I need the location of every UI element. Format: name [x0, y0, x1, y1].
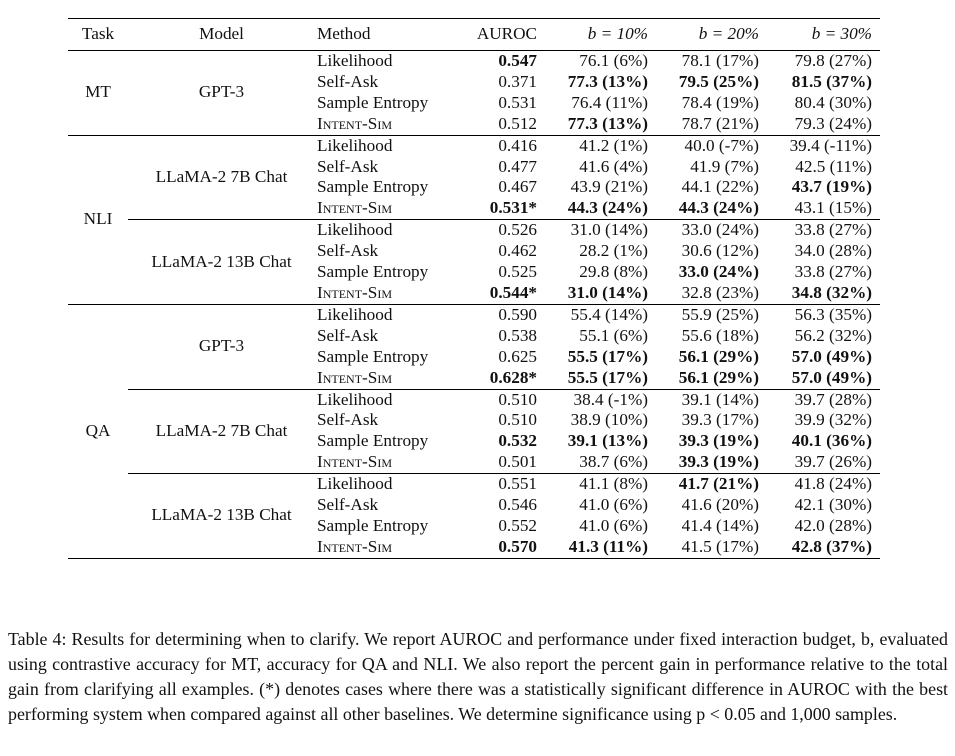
- b20-cell: 44.3 (24%): [678, 198, 759, 218]
- auroc-cell: 0.512: [498, 113, 537, 133]
- method-cell: Self-Ask: [317, 495, 379, 515]
- b10-cell: 28.2 (1%): [579, 241, 648, 261]
- b30-cell: 56.2 (32%): [794, 325, 872, 345]
- method-cell: Sample Entropy: [317, 262, 429, 282]
- method-cell: Self-Ask: [317, 325, 379, 345]
- task-cell: QA: [68, 304, 128, 558]
- method-cell: Self-Ask: [317, 71, 379, 91]
- b20-cell: 33.0 (24%): [656, 220, 767, 241]
- b30-cell: 39.7 (28%): [767, 389, 880, 410]
- method-cell: Intent-Sim: [317, 452, 392, 472]
- b20-cell: 41.9 (7%): [690, 156, 759, 176]
- b20-cell: 40.0 (-7%): [656, 135, 767, 156]
- b20-cell: 39.3 (17%): [681, 410, 759, 430]
- b30-cell: 41.8 (24%): [767, 474, 880, 495]
- auroc-cell: 0.538: [498, 325, 537, 345]
- method-cell: Intent-Sim: [317, 113, 392, 133]
- method-cell: Sample Entropy: [317, 431, 429, 451]
- auroc-cell: 0.552: [498, 515, 537, 535]
- b20-cell: 56.1 (29%): [678, 346, 759, 366]
- b10-cell: 39.1 (13%): [567, 431, 648, 451]
- b10-cell: 76.4 (11%): [571, 92, 648, 112]
- table-row: [68, 304, 880, 325]
- b10-cell: 31.0 (14%): [545, 220, 656, 241]
- table-row: [68, 389, 880, 410]
- auroc-cell: 0.625: [498, 346, 537, 366]
- method-cell: Sample Entropy: [317, 346, 429, 366]
- b30-cell: 42.0 (28%): [794, 515, 872, 535]
- b20-cell: 32.8 (23%): [681, 282, 759, 302]
- header-b20: b = 20%: [698, 24, 759, 44]
- header-row: [68, 19, 880, 51]
- method-cell: Likelihood: [315, 304, 471, 325]
- method-cell: Self-Ask: [317, 241, 379, 261]
- b30-cell: 42.1 (30%): [794, 495, 872, 515]
- method-cell: Self-Ask: [317, 410, 379, 430]
- b10-cell: 43.9 (21%): [570, 177, 648, 197]
- b10-cell: 38.7 (6%): [579, 452, 648, 472]
- method-cell: Intent-Sim: [317, 198, 392, 218]
- table-row: [68, 135, 880, 156]
- b30-cell: 43.1 (15%): [794, 198, 872, 218]
- b20-cell: 39.3 (19%): [678, 431, 759, 451]
- b10-cell: 55.5 (17%): [567, 346, 648, 366]
- b10-cell: 41.0 (6%): [579, 515, 648, 535]
- method-cell: Sample Entropy: [317, 515, 429, 535]
- b30-cell: 42.5 (11%): [795, 156, 872, 176]
- header-task: Task: [81, 24, 115, 44]
- method-cell: Likelihood: [315, 220, 471, 241]
- b20-cell: 41.6 (20%): [681, 495, 759, 515]
- b20-cell: 78.1 (17%): [681, 51, 759, 70]
- auroc-cell: 0.371: [498, 71, 537, 91]
- auroc-cell: 0.547: [498, 51, 537, 70]
- task-cell: MT: [85, 82, 111, 102]
- b10-cell: 41.2 (1%): [545, 135, 656, 156]
- b30-cell: 34.0 (28%): [794, 241, 872, 261]
- table-row: [68, 474, 880, 495]
- model-cell: GPT-3: [128, 304, 315, 389]
- task-cell: NLI: [68, 135, 128, 304]
- method-cell: Likelihood: [315, 474, 471, 495]
- b10-cell: 38.9 (10%): [570, 410, 648, 430]
- b10-cell: 41.0 (6%): [579, 495, 648, 515]
- method-cell: Intent-Sim: [317, 536, 392, 556]
- auroc-cell: 0.510: [471, 389, 545, 410]
- table-row: [68, 51, 880, 72]
- method-cell: Sample Entropy: [317, 92, 429, 112]
- b20-cell: 30.6 (12%): [681, 241, 759, 261]
- b10-cell: 76.1 (6%): [579, 51, 648, 70]
- header-auroc: AUROC: [476, 24, 537, 44]
- b30-cell: 79.3 (24%): [794, 113, 872, 133]
- b30-cell: 33.8 (27%): [794, 262, 872, 282]
- b20-cell: 78.7 (21%): [681, 113, 759, 133]
- auroc-cell: 0.477: [498, 156, 537, 176]
- header-b10: b = 10%: [587, 24, 648, 44]
- b20-cell: 41.4 (14%): [681, 515, 759, 535]
- auroc-cell: 0.525: [498, 262, 537, 282]
- auroc-cell: 0.551: [471, 474, 545, 495]
- b20-cell: 55.6 (18%): [681, 325, 759, 345]
- b30-cell: 39.9 (32%): [794, 410, 872, 430]
- auroc-cell: 0.546: [498, 495, 537, 515]
- method-cell: Likelihood: [315, 135, 471, 156]
- auroc-cell: 0.462: [498, 241, 537, 261]
- method-cell: Intent-Sim: [317, 282, 392, 302]
- b10-cell: 31.0 (14%): [567, 282, 648, 302]
- b10-cell: 55.5 (17%): [567, 367, 648, 387]
- b30-cell: 34.8 (32%): [791, 282, 872, 302]
- auroc-cell: 0.628*: [489, 367, 537, 387]
- b30-cell: 43.7 (19%): [791, 177, 872, 197]
- table-body: [68, 51, 880, 559]
- b30-cell: 81.5 (37%): [791, 71, 872, 91]
- model-cell: GPT-3: [198, 82, 245, 102]
- method-cell: Self-Ask: [317, 156, 379, 176]
- b30-cell: 39.7 (26%): [794, 452, 872, 472]
- method-cell: Likelihood: [317, 51, 393, 70]
- b20-cell: 79.5 (25%): [678, 71, 759, 91]
- auroc-cell: 0.510: [498, 410, 537, 430]
- b10-cell: 77.3 (13%): [567, 71, 648, 91]
- b10-cell: 38.4 (-1%): [545, 389, 656, 410]
- b30-cell: 57.0 (49%): [791, 367, 872, 387]
- auroc-cell: 0.526: [471, 220, 545, 241]
- table-row: [68, 220, 880, 241]
- auroc-cell: 0.467: [498, 177, 537, 197]
- auroc-cell: 0.531*: [489, 198, 537, 218]
- b20-cell: 41.5 (17%): [681, 536, 759, 556]
- b10-cell: 55.1 (6%): [579, 325, 648, 345]
- auroc-cell: 0.416: [471, 135, 545, 156]
- header-b30: b = 30%: [811, 24, 872, 44]
- model-cell: LLaMA-2 13B Chat: [128, 220, 315, 305]
- b30-cell: 80.4 (30%): [794, 92, 872, 112]
- model-cell: LLaMA-2 7B Chat: [128, 389, 315, 474]
- auroc-cell: 0.532: [498, 431, 537, 451]
- b10-cell: 29.8 (8%): [579, 262, 648, 282]
- b30-cell: 33.8 (27%): [767, 220, 880, 241]
- auroc-cell: 0.544*: [489, 282, 537, 302]
- b10-cell: 77.3 (13%): [567, 113, 648, 133]
- b10-cell: 41.1 (8%): [545, 474, 656, 495]
- auroc-cell: 0.501: [498, 452, 537, 472]
- b30-cell: 79.8 (27%): [794, 51, 872, 70]
- b20-cell: 41.7 (21%): [656, 474, 767, 495]
- table-caption: Table 4: Results for determining when to clarify. We report AUROC and performance under fixed interaction budget, b, evaluated using contrastive accuracy for MT, accuracy for QA and NLI. We also report the percent gain in performance relative to the total gain from clarifying all examples. (*) denotes cases where there was a statistically significant difference in AUROC with the best performing system when compared against all other baselines. We determine significance using p < 0.05 and 1,000 samples.: [8, 629, 948, 724]
- b20-cell: 39.3 (19%): [678, 452, 759, 472]
- model-cell: LLaMA-2 13B Chat: [128, 474, 315, 559]
- results-table: [68, 18, 880, 559]
- b30-cell: 56.3 (35%): [767, 304, 880, 325]
- method-cell: Sample Entropy: [317, 177, 429, 197]
- b30-cell: 39.4 (-11%): [767, 135, 880, 156]
- b20-cell: 56.1 (29%): [678, 367, 759, 387]
- b20-cell: 33.0 (24%): [678, 262, 759, 282]
- header-method: Method: [317, 24, 371, 44]
- b30-cell: 57.0 (49%): [791, 346, 872, 366]
- b10-cell: 55.4 (14%): [545, 304, 656, 325]
- b20-cell: 39.1 (14%): [656, 389, 767, 410]
- b20-cell: 55.9 (25%): [656, 304, 767, 325]
- model-cell: LLaMA-2 7B Chat: [128, 135, 315, 220]
- b20-cell: 78.4 (19%): [681, 92, 759, 112]
- method-cell: Likelihood: [315, 389, 471, 410]
- method-cell: Intent-Sim: [317, 367, 392, 387]
- header-model: Model: [199, 24, 244, 44]
- b20-cell: 44.1 (22%): [681, 177, 759, 197]
- b10-cell: 41.6 (4%): [579, 156, 648, 176]
- auroc-cell: 0.590: [471, 304, 545, 325]
- b10-cell: 41.3 (11%): [568, 536, 648, 556]
- auroc-cell: 0.531: [498, 92, 537, 112]
- auroc-cell: 0.570: [498, 536, 537, 556]
- b30-cell: 40.1 (36%): [791, 431, 872, 451]
- b30-cell: 42.8 (37%): [791, 536, 872, 556]
- b10-cell: 44.3 (24%): [567, 198, 648, 218]
